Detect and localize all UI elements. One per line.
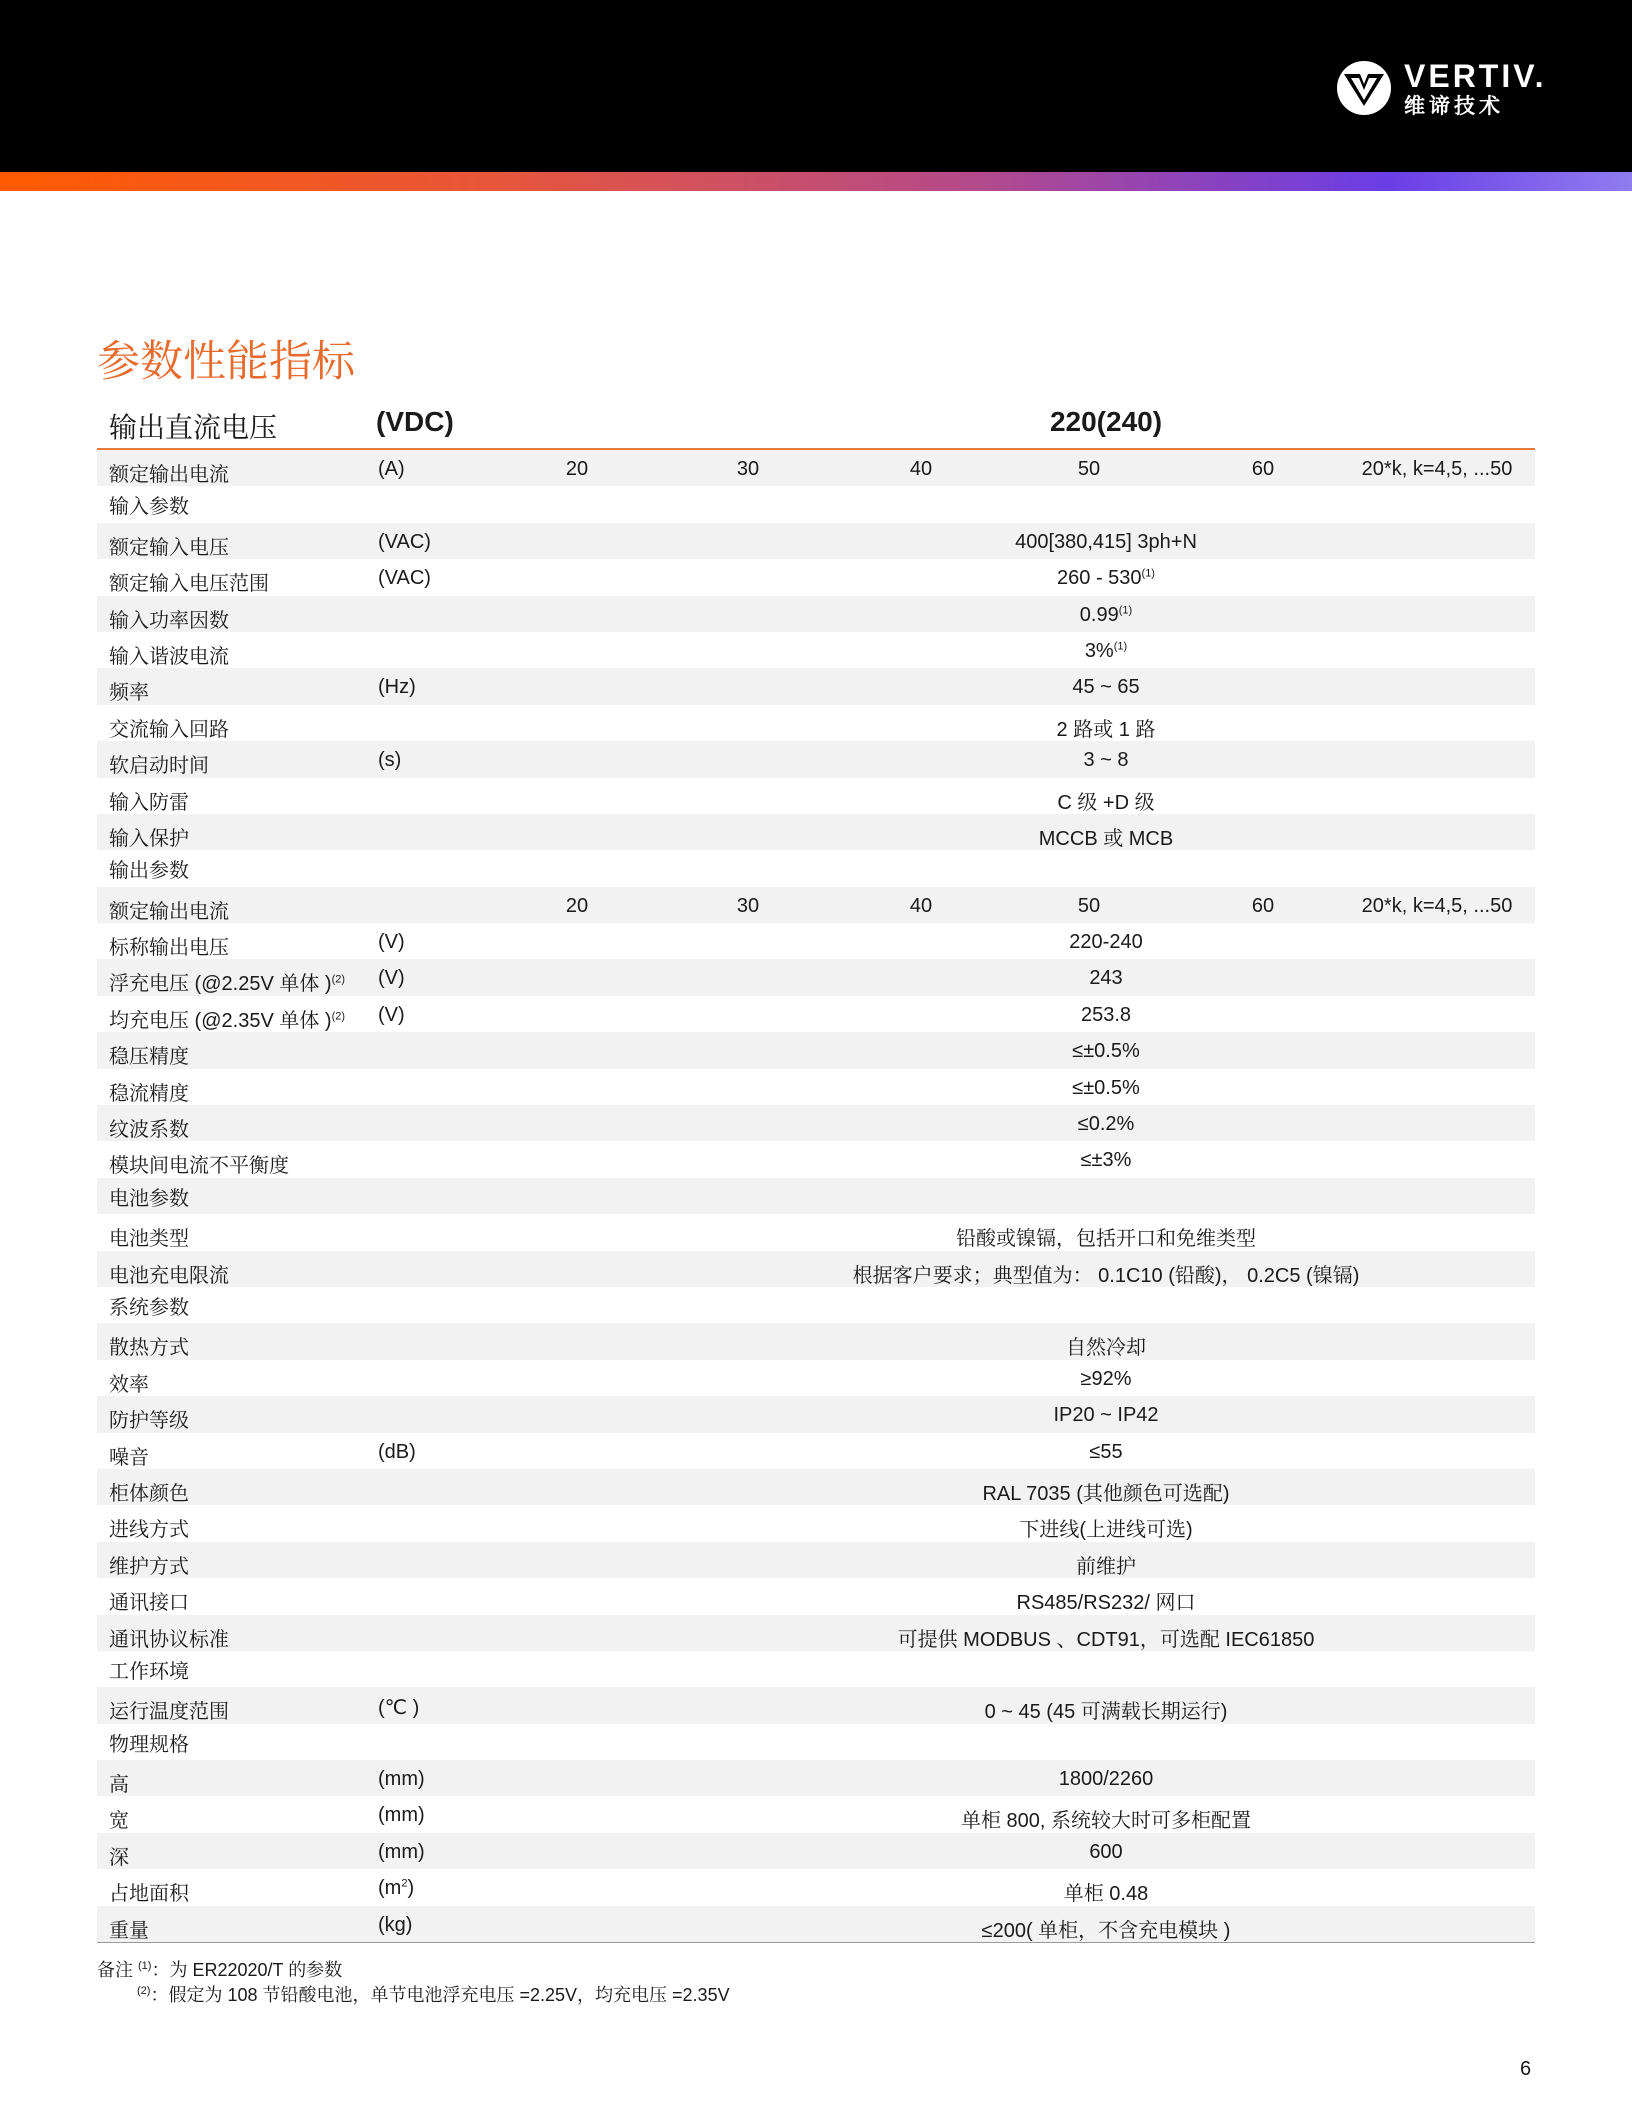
row-value: 2 路或 1 路 bbox=[1056, 718, 1156, 741]
row-value: ≤55 bbox=[1089, 1440, 1123, 1463]
spec-table bbox=[97, 398, 1535, 1943]
row-label: 浮充电压 (@2.25V 单体 )$^{(2)}$ bbox=[109, 973, 346, 996]
row-value: IP20 ~ IP42 bbox=[1053, 1404, 1159, 1427]
footnotes bbox=[97, 1958, 730, 2008]
row-unit: (mm) bbox=[378, 1768, 425, 1791]
row-label: 高 bbox=[109, 1774, 129, 1797]
row-value: ≤±0.5% bbox=[1072, 1040, 1140, 1063]
current-column-value: 50 bbox=[1077, 458, 1101, 480]
current-column-value: 60 bbox=[1251, 458, 1275, 480]
table-row bbox=[97, 450, 1535, 486]
row-value: 1800/2260 bbox=[1058, 1768, 1154, 1791]
current-column-value: 20*k, k=4,5, ...50 bbox=[1361, 894, 1513, 917]
table-row bbox=[97, 1323, 1535, 1359]
table-row bbox=[97, 1360, 1535, 1396]
row-label: 通讯协议标准 bbox=[109, 1628, 229, 1651]
row-unit: (A) bbox=[378, 458, 405, 480]
page-header bbox=[0, 0, 1632, 172]
row-label: 深 bbox=[109, 1846, 129, 1869]
row-value: ≤±0.5% bbox=[1072, 1076, 1140, 1099]
table-row bbox=[97, 523, 1535, 559]
table-header bbox=[97, 398, 1535, 450]
row-value: 单柜 800, 系统较大时可多柜配置 bbox=[960, 1810, 1252, 1833]
row-label: 输入保护 bbox=[109, 827, 189, 850]
row-label: 电池充电限流 bbox=[109, 1264, 229, 1287]
table-row bbox=[97, 741, 1535, 777]
header-gradient-bar bbox=[0, 172, 1632, 191]
table-row bbox=[97, 705, 1535, 741]
row-value: ≤200( 单柜，不含充电模块 ) bbox=[981, 1919, 1231, 1942]
row-value: 243 bbox=[1089, 967, 1123, 990]
row-value: 600 bbox=[1089, 1840, 1123, 1863]
row-value: ≥92% bbox=[1080, 1367, 1132, 1390]
row-label: 进线方式 bbox=[109, 1519, 189, 1542]
row-label: 电池参数 bbox=[109, 1187, 189, 1210]
row-label: 输出参数 bbox=[109, 860, 189, 883]
row-label: 模块间电流不平衡度 bbox=[109, 1155, 289, 1178]
table-row bbox=[97, 1069, 1535, 1105]
table-row bbox=[97, 1687, 1535, 1723]
current-column-value: 30 bbox=[736, 458, 760, 480]
page-title: 参数性能指标 bbox=[97, 338, 355, 386]
table-row bbox=[97, 1615, 1535, 1651]
row-unit: $(m^2)$ bbox=[378, 1877, 415, 1900]
row-unit: (Hz) bbox=[378, 676, 416, 699]
table-row bbox=[97, 1141, 1535, 1177]
page-number: 6 bbox=[1520, 2058, 1532, 2080]
table-row bbox=[97, 887, 1535, 923]
table-row bbox=[97, 1396, 1535, 1432]
logo-name: VERTIV. bbox=[1404, 57, 1547, 94]
row-value: 0.99$^{(1)}$ bbox=[1079, 603, 1133, 626]
row-label: 标称输出电压 bbox=[109, 937, 229, 960]
row-unit: (dB) bbox=[378, 1440, 416, 1463]
footnote-2: $^{(2)}$：假定为 108 节铅酸电池，单节电池浮充电压 =2.25V，均充电压 =2.35V bbox=[137, 1985, 730, 2005]
row-value: ≤±3% bbox=[1080, 1149, 1132, 1172]
row-value: MCCB 或 MCB bbox=[1038, 827, 1174, 850]
row-unit: (V) bbox=[378, 931, 405, 954]
header-value: 220(240) bbox=[1049, 406, 1163, 437]
row-value: RS485/RS232/ 网口 bbox=[1016, 1592, 1196, 1615]
table-row bbox=[97, 1032, 1535, 1068]
footnote-1: 备注 $^{(1)}$：为 ER22020/T 的参数 bbox=[97, 1960, 343, 1980]
row-label: 宽 bbox=[109, 1810, 129, 1833]
row-unit: (s) bbox=[378, 749, 402, 772]
table-row bbox=[97, 1214, 1535, 1250]
table-row bbox=[97, 632, 1535, 668]
row-unit: (℃ ) bbox=[378, 1697, 420, 1720]
row-label: 电池类型 bbox=[109, 1228, 189, 1251]
table-row bbox=[97, 596, 1535, 632]
row-label: 输入防雷 bbox=[109, 791, 189, 814]
row-value: 单柜 0.48 bbox=[1063, 1883, 1149, 1906]
current-column-value: 20*k, k=4,5, ...50 bbox=[1361, 458, 1513, 480]
table-row bbox=[97, 1469, 1535, 1505]
row-unit: (mm) bbox=[378, 1804, 425, 1827]
row-label: 额定输入电压 bbox=[109, 536, 229, 559]
section-row bbox=[97, 486, 1535, 522]
current-column-value: 20 bbox=[565, 458, 589, 480]
row-label: 柜体颜色 bbox=[109, 1482, 189, 1505]
row-label: 输入功率因数 bbox=[109, 609, 229, 632]
row-label: 稳流精度 bbox=[109, 1082, 189, 1105]
table-row bbox=[97, 668, 1535, 704]
current-column-value: 60 bbox=[1251, 894, 1275, 917]
table-row bbox=[97, 1906, 1535, 1942]
current-column-value: 40 bbox=[909, 894, 933, 917]
row-value: RAL 7035 (其他颜色可选配) bbox=[982, 1482, 1230, 1505]
row-label: 效率 bbox=[109, 1373, 149, 1396]
row-value: 400[380,415] 3ph+N bbox=[1015, 530, 1197, 553]
vertiv-v-logo-icon bbox=[1336, 60, 1392, 116]
table-row bbox=[97, 559, 1535, 595]
section-row bbox=[97, 1651, 1535, 1687]
row-label: 纹波系数 bbox=[109, 1119, 189, 1142]
row-label: 交流输入回路 bbox=[109, 718, 229, 741]
row-unit: (V) bbox=[378, 967, 405, 990]
row-label: 额定输出电流 bbox=[109, 464, 229, 486]
row-value: ≤0.2% bbox=[1077, 1113, 1135, 1136]
row-label: 散热方式 bbox=[109, 1337, 189, 1360]
row-value: 260 - 530$^{(1)}$ bbox=[1057, 567, 1155, 590]
current-column-value: 40 bbox=[909, 458, 933, 480]
row-label: 维护方式 bbox=[109, 1555, 189, 1578]
table-row bbox=[97, 996, 1535, 1032]
section-row bbox=[97, 1287, 1535, 1323]
table-row bbox=[97, 1505, 1535, 1541]
row-value: 253.8 bbox=[1080, 1003, 1132, 1026]
row-label: 运行温度范围 bbox=[109, 1701, 229, 1724]
row-label: 额定输入电压范围 bbox=[109, 573, 269, 596]
table-row bbox=[97, 1578, 1535, 1614]
row-label: 频率 bbox=[109, 682, 149, 705]
table-row bbox=[97, 1105, 1535, 1141]
table-row bbox=[97, 1251, 1535, 1287]
row-label: 软启动时间 bbox=[109, 755, 209, 778]
row-label: 通讯接口 bbox=[109, 1592, 189, 1615]
row-label: 重量 bbox=[109, 1919, 149, 1942]
row-label: 额定输出电流 bbox=[109, 900, 229, 923]
row-label: 噪音 bbox=[109, 1446, 149, 1469]
section-row bbox=[97, 1178, 1535, 1214]
table-row bbox=[97, 959, 1535, 995]
row-value: 3%$^{(1)}$ bbox=[1084, 639, 1128, 662]
row-unit: (VAC) bbox=[378, 567, 431, 590]
row-value: 可提供 MODBUS 、CDT91，可选配 IEC61850 bbox=[897, 1628, 1315, 1651]
current-column-value: 50 bbox=[1077, 894, 1101, 917]
row-unit: (V) bbox=[378, 1003, 405, 1026]
table-row bbox=[97, 1760, 1535, 1796]
row-value: 铅酸或镍镉，包括开口和免维类型 bbox=[956, 1228, 1256, 1251]
header-param: 输出直流电压 bbox=[109, 412, 278, 443]
row-value: 自然冷却 bbox=[1066, 1337, 1146, 1360]
row-value: 根据客户要求；典型值为： 0.1C10 (铅酸)， 0.2C5 (镍镉) bbox=[852, 1264, 1360, 1287]
row-value: 前维护 bbox=[1076, 1555, 1136, 1578]
section-row bbox=[97, 850, 1535, 886]
row-label: 稳压精度 bbox=[109, 1046, 189, 1069]
current-column-value: 30 bbox=[736, 894, 760, 917]
table-row bbox=[97, 923, 1535, 959]
section-row bbox=[97, 1724, 1535, 1760]
row-unit: (kg) bbox=[378, 1913, 413, 1936]
table-row bbox=[97, 814, 1535, 850]
row-label: 系统参数 bbox=[109, 1296, 189, 1319]
row-label: 工作环境 bbox=[109, 1660, 189, 1683]
table-row bbox=[97, 778, 1535, 814]
current-column-value: 20 bbox=[565, 894, 589, 917]
row-value: 0 ~ 45 (45 可满载长期运行) bbox=[984, 1701, 1228, 1724]
logo-subtitle: 维谛技术 bbox=[1404, 94, 1504, 118]
vertiv-logo bbox=[1336, 56, 1547, 120]
row-value: C 级 +D 级 bbox=[1057, 791, 1155, 814]
row-value: 45 ~ 65 bbox=[1072, 676, 1140, 699]
header-unit: (VDC) bbox=[376, 406, 454, 437]
table-body bbox=[97, 450, 1535, 1942]
row-label: 输入参数 bbox=[109, 496, 189, 519]
row-label: 防护等级 bbox=[109, 1410, 189, 1433]
table-row bbox=[97, 1833, 1535, 1869]
table-row bbox=[97, 1869, 1535, 1905]
row-value: 220-240 bbox=[1069, 931, 1143, 954]
row-unit: (VAC) bbox=[378, 530, 431, 553]
row-label: 占地面积 bbox=[109, 1883, 189, 1906]
row-label: 输入谐波电流 bbox=[109, 645, 229, 668]
row-label: 均充电压 (@2.35V 单体 )$^{(2)}$ bbox=[109, 1009, 346, 1032]
row-label: 物理规格 bbox=[109, 1733, 189, 1756]
row-unit: (mm) bbox=[378, 1840, 425, 1863]
table-row bbox=[97, 1542, 1535, 1578]
table-row bbox=[97, 1433, 1535, 1469]
row-value: 下进线(上进线可选) bbox=[1019, 1519, 1193, 1542]
row-value: 3 ~ 8 bbox=[1083, 749, 1129, 772]
table-row bbox=[97, 1796, 1535, 1832]
